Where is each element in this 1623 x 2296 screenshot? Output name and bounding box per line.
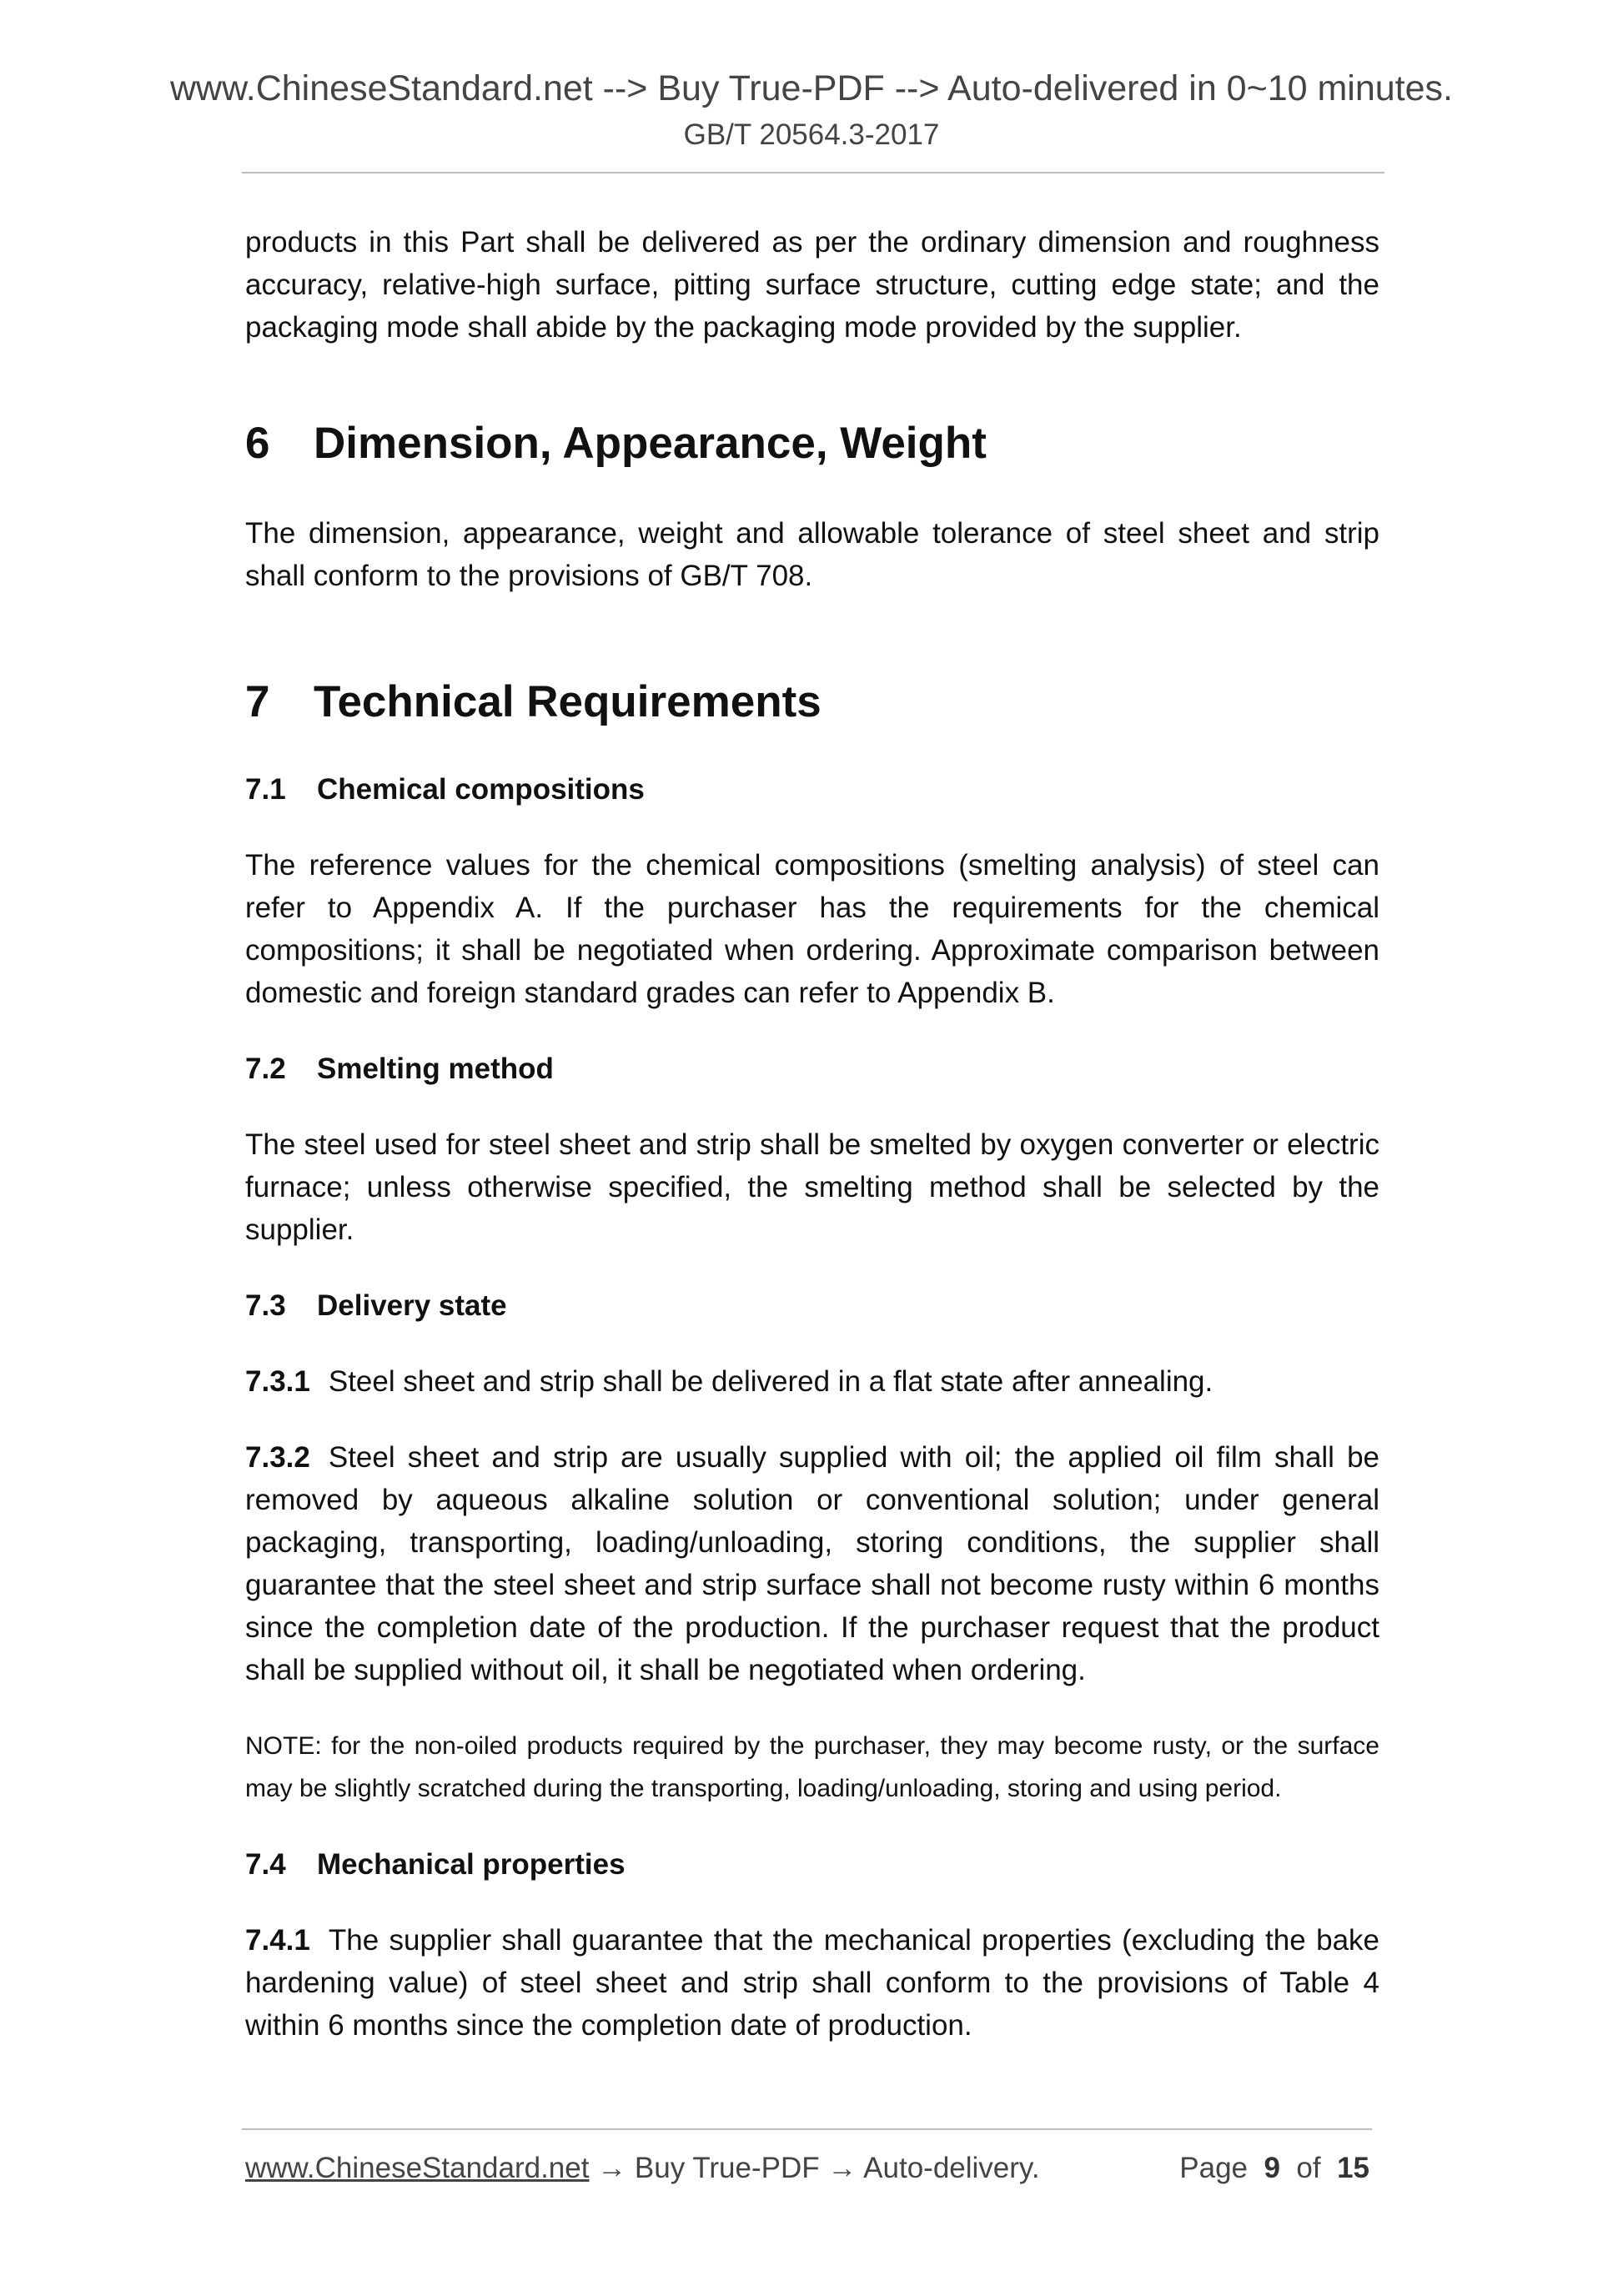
page-word: Page — [1179, 2152, 1249, 2184]
section-6-title: Dimension, Appearance, Weight — [314, 419, 987, 468]
section-7-2-text: The steel used for steel sheet and strip shall be smelted by oxygen converter or electric furnace; unless otherwise specified, the smelting method shall be selected by the supplier. — [245, 1128, 1379, 1246]
section-7-3-2-text: Steel sheet and strip are usually supplied with oil; the applied oil film shall be removed by aqueous alkaline solution or conventional solution; under general packaging, transporting, loading/unloading, storing conditions, the supplier shall guarantee that the steel sheet and strip surface shall not become rusty within 6 months since the completion date of the production. If the purchaser request that the product shall be supplied without oil, it shall be negotiated when ordering. — [245, 1441, 1379, 1686]
page-current: 9 — [1264, 2152, 1280, 2184]
section-7-2-number: 7.2 — [245, 1053, 286, 1085]
section-6-number: 6 — [245, 419, 270, 468]
section-7-4-title: Mechanical properties — [317, 1848, 626, 1881]
section-7-2-heading — [245, 1048, 1379, 1090]
footer-promo — [245, 2150, 1040, 2187]
section-7-4-1-number: 7.4.1 — [245, 1924, 310, 1957]
section-7-1-heading — [245, 768, 1379, 811]
section-7-4-1-paragraph — [245, 1919, 1379, 2047]
intro-paragraph: products in this Part shall be delivered as per the ordinary dimension and roughness accuracy, relative-high surface, pitting surface structure, cutting edge state; and the packaging mode shall abide by the packaging mode provided by the supplier. — [245, 226, 1379, 344]
of-word: of — [1296, 2152, 1321, 2184]
section-7-1-title: Chemical compositions — [317, 773, 645, 806]
section-7-3-2-number: 7.3.2 — [245, 1441, 310, 1474]
section-7-4-number: 7.4 — [245, 1848, 286, 1881]
section-7-heading — [245, 676, 1379, 729]
footer-promo-text: → Buy True-PDF → Auto-delivery. — [589, 2152, 1040, 2184]
section-7-2-title: Smelting method — [317, 1053, 554, 1085]
section-7-number: 7 — [245, 677, 270, 726]
section-7-3-1-paragraph — [245, 1360, 1379, 1403]
section-7-3-2-paragraph — [245, 1436, 1379, 1691]
note-paragraph: NOTE: for the non-oiled products required by the purchaser, they may become rusty, or the surface may be slightly scratched during the transporting, loading/unloading, storing and using period. — [245, 1732, 1379, 1802]
section-7-3-title: Delivery state — [317, 1289, 507, 1322]
section-7-1-text: The reference values for the chemical compositions (smelting analysis) of steel can refer to Appendix A. If the purchaser has the requirements for the chemical compositions; it shall be negotiated when ordering. Approximate comparison between domestic and foreign standard grades can refer to Appendix B. — [245, 849, 1379, 1009]
footer-divider — [242, 2128, 1372, 2130]
standard-number: GB/T 20564.3-2017 — [683, 118, 940, 151]
header-divider — [242, 172, 1384, 173]
section-7-3-number: 7.3 — [245, 1289, 286, 1322]
section-7-1-number: 7.1 — [245, 773, 286, 806]
section-7-4-heading — [245, 1843, 1379, 1886]
header-banner: www.ChineseStandard.net --> Buy True-PDF --> Auto-delivered in 0~10 minutes. — [169, 68, 1453, 108]
page-content — [245, 221, 1379, 2047]
section-6-heading — [245, 417, 1379, 470]
footer-site-link[interactable]: www.ChineseStandard.net — [245, 2152, 590, 2184]
section-7-4-1-text: The supplier shall guarantee that the mechanical properties (excluding the bake hardening value) of steel sheet and strip shall conform to the provisions of Table 4 within 6 months since the completion date of production. — [245, 1924, 1379, 2042]
section-7-title: Technical Requirements — [314, 677, 822, 726]
section-7-3-1-number: 7.3.1 — [245, 1365, 310, 1398]
section-6-text: The dimension, appearance, weight and allowable tolerance of steel sheet and strip shall conform to the provisions of GB/T 708. — [245, 517, 1379, 592]
page-indicator — [1179, 2150, 1369, 2187]
page-total: 15 — [1337, 2152, 1369, 2184]
section-7-3-heading — [245, 1284, 1379, 1327]
section-7-3-1-text: Steel sheet and strip shall be delivered in a flat state after annealing. — [328, 1365, 1213, 1398]
